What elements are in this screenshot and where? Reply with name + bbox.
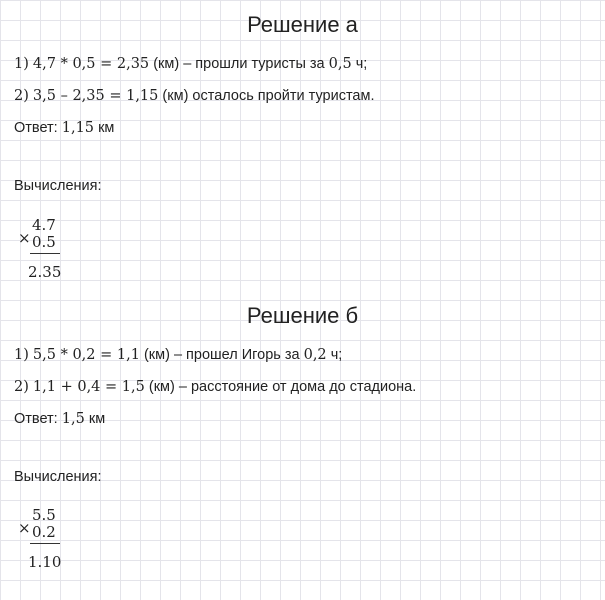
answer-value: 1,15	[61, 120, 95, 136]
multiply-sign: ×	[18, 519, 31, 537]
step-expression: 1,1 + 0,4 = 1,5	[32, 379, 145, 395]
multiply-sign: ×	[18, 229, 31, 247]
step-text: (км) осталось пройти туристам.	[162, 88, 375, 104]
answer-label: Ответ:	[14, 120, 58, 136]
solution-b-calc-label: Вычисления:	[14, 469, 102, 485]
solution-a-answer	[14, 120, 114, 136]
multiplicand: 4.7	[32, 216, 56, 234]
step-number: 2)	[14, 379, 29, 395]
answer-label: Ответ:	[14, 411, 58, 427]
step-text: (км) – расстояние от дома до стадиона.	[148, 379, 417, 395]
step-expression: 5,5 * 0,2 = 1,1	[32, 347, 140, 363]
step-text: (км) – прошел Игорь за	[143, 347, 300, 363]
multiplicand: 5.5	[32, 506, 56, 524]
step-time: 0,2	[303, 347, 327, 363]
solution-a-calc-label: Вычисления:	[14, 178, 102, 194]
answer-unit: км	[98, 120, 115, 136]
step-number: 2)	[14, 88, 29, 104]
product: 1.10	[28, 553, 62, 571]
step-expression: 4,7 * 0,5 = 2,35	[32, 56, 150, 72]
answer-unit: км	[88, 411, 106, 427]
solution-b-title: Решение б	[246, 303, 359, 328]
solution-b-step-1	[14, 347, 342, 363]
answer-value: 1,5	[61, 411, 85, 427]
solution-a-step-1	[14, 56, 367, 72]
result-line	[30, 253, 60, 254]
step-unit: ч;	[330, 347, 343, 363]
solution-b-step-2	[14, 379, 416, 395]
step-number: 1)	[14, 56, 29, 72]
solution-a-step-2	[14, 88, 375, 104]
step-unit: ч;	[355, 56, 368, 72]
solution-a-title: Решение а	[247, 12, 358, 37]
multiplier: 0.2	[32, 523, 56, 541]
result-line	[30, 543, 60, 544]
solution-a-column-multiplication	[16, 216, 76, 280]
step-time: 0,5	[328, 56, 352, 72]
step-text: (км) – прошли туристы за	[153, 56, 325, 72]
step-expression: 3,5 – 2,35 = 1,15	[32, 88, 159, 104]
multiplier: 0.5	[32, 233, 56, 251]
step-number: 1)	[14, 347, 29, 363]
solution-b-column-multiplication	[16, 506, 76, 570]
solution-b-answer	[14, 411, 105, 427]
product: 2.35	[28, 263, 62, 281]
